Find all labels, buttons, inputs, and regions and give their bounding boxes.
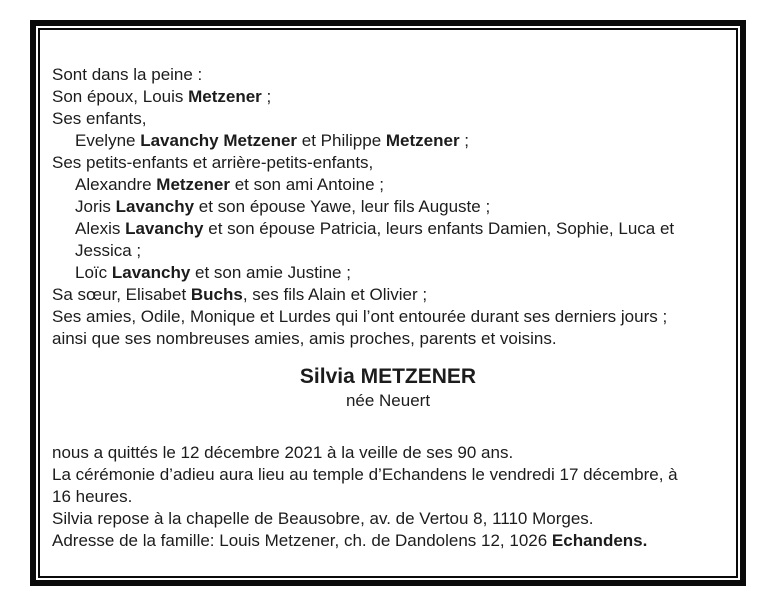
notice-line (52, 196, 724, 218)
notice-line (52, 152, 724, 174)
notice-line-segment: Evelyne (75, 131, 141, 150)
notice-line-segment: , ses fils Alain et Olivier ; (242, 285, 428, 304)
mourners-list (52, 64, 724, 350)
notice-line-segment: et son ami Antoine ; (229, 175, 385, 194)
notice-line-bold-segment: Lavanchy (125, 219, 204, 238)
notice-line-bold-segment: Metzener (385, 131, 460, 150)
ceremony-details (52, 442, 724, 552)
notice-line-segment: et son épouse Patricia, leurs enfants Damien, Sophie, Luca et (203, 219, 675, 238)
notice-line (52, 64, 724, 86)
deceased-name: Silvia METZENER (299, 365, 477, 388)
notice-line-bold-segment: Buchs (190, 285, 243, 304)
notice-line-segment: Sa sœur, Elisabet (52, 285, 191, 304)
notice-line (52, 486, 724, 508)
notice-inner-frame (38, 28, 738, 578)
notice-line-segment: Ses enfants, (52, 109, 147, 128)
notice-line (52, 328, 724, 350)
notice-line-segment: Loïc (75, 263, 112, 282)
notice-line-segment: ainsi que ses nombreuses amies, amis proches, parents et voisins. (52, 329, 557, 348)
notice-line (52, 530, 724, 552)
notice-line-segment: 16 heures. (52, 487, 133, 506)
notice-line-bold-segment: Metzener (156, 175, 230, 194)
notice-line-segment: Silvia repose à la chapelle de Beausobre, av. de Vertou 8, 1110 Morges. (52, 509, 594, 528)
notice-line (52, 174, 724, 196)
notice-line-segment: Sont dans la peine : (52, 65, 203, 84)
notice-line-segment: Ses amies, Odile, Monique et Lurdes qui l’ont entourée durant ses derniers jours ; (52, 307, 668, 326)
notice-line (52, 86, 724, 108)
notice-line-segment: Ses petits-enfants et arrière-petits-enfants, (52, 153, 374, 172)
notice-line-segment: Son époux, Louis (52, 87, 189, 106)
notice-line-segment: Alexandre (75, 175, 157, 194)
notice-line-bold-segment: Lavanchy (115, 197, 195, 216)
notice-line-segment: ; (459, 131, 470, 150)
notice-line-segment: et son épouse Yawe, leur fils Auguste ; (194, 197, 491, 216)
notice-outer-frame (30, 20, 746, 586)
maiden-name: née Neuert (345, 391, 431, 410)
notice-line-bold-segment: Echandens. (551, 531, 648, 550)
notice-line-segment: nous a quittés le 12 décembre 2021 à la veille de ses 90 ans. (52, 443, 514, 462)
notice-line (52, 508, 724, 530)
notice-line-segment: Jessica ; (75, 241, 142, 260)
notice-line (52, 306, 724, 328)
notice-line (52, 130, 724, 152)
notice-line (52, 218, 724, 240)
notice-line-segment: et Philippe (297, 131, 386, 150)
notice-line (52, 284, 724, 306)
notice-line (52, 240, 724, 262)
notice-line (52, 262, 724, 284)
notice-line-segment: Alexis (75, 219, 126, 238)
notice-line-segment: La cérémonie d’adieu aura lieu au temple d’Echandens le vendredi 17 décembre, à (52, 465, 678, 484)
notice-line-segment: ; (261, 87, 272, 106)
notice-line-segment: Adresse de la famille: Louis Metzener, ch. de Dandolens 12, 1026 (52, 531, 552, 550)
notice-line (52, 464, 724, 486)
notice-line-bold-segment: Metzener (188, 87, 262, 106)
notice-line-segment: et son amie Justine ; (190, 263, 351, 282)
notice-line (52, 442, 724, 464)
deceased-name-block (52, 364, 724, 412)
notice-line-segment: Joris (75, 197, 116, 216)
notice-line (52, 108, 724, 130)
notice-line-bold-segment: Lavanchy (111, 263, 191, 282)
notice-line-bold-segment: Lavanchy Metzener (140, 131, 298, 150)
